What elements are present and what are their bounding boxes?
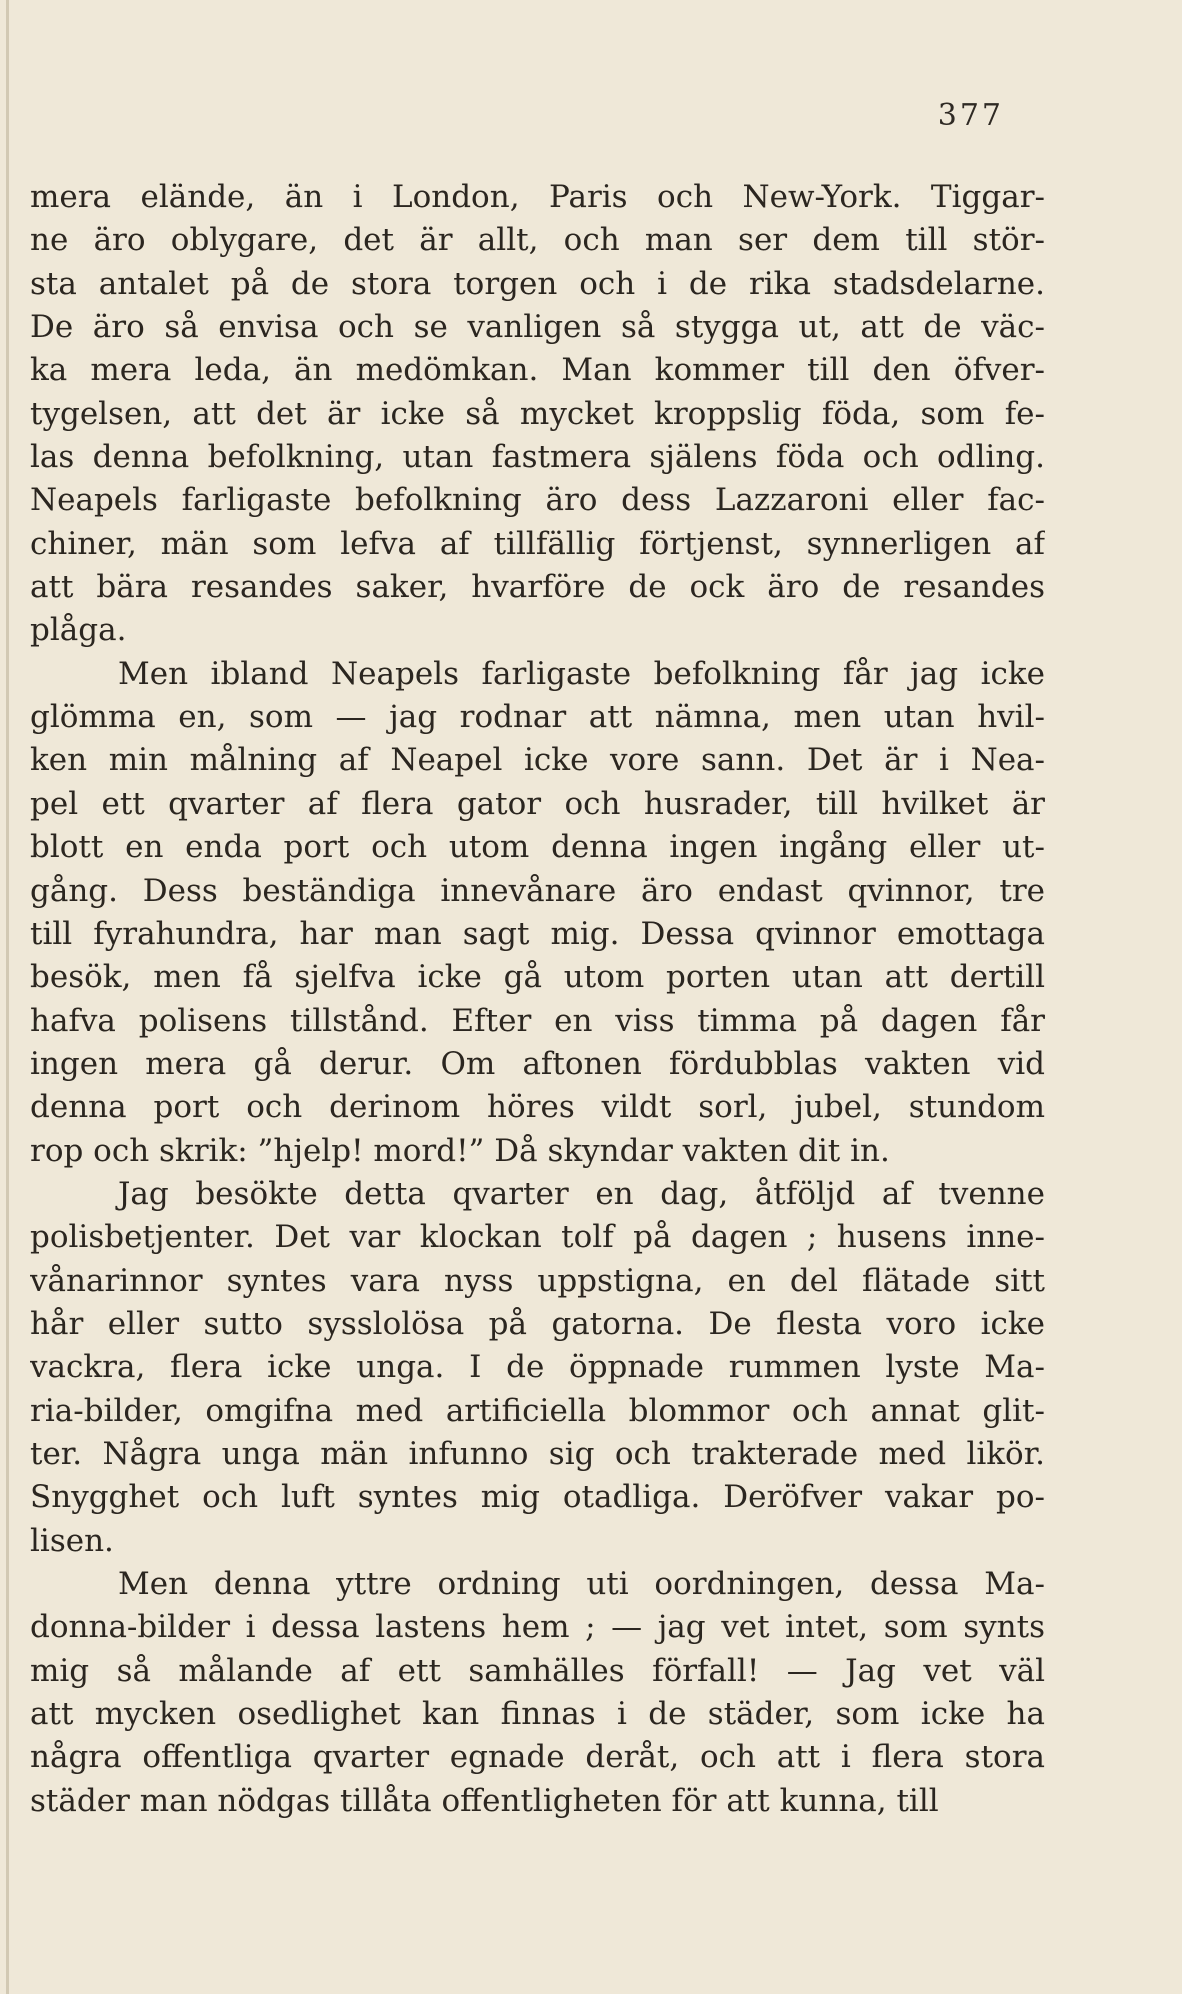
page-edge-shadow [6, 0, 9, 1994]
text-line: pel ett qvarter af flera gator och husrader, till hvilket är [30, 785, 1045, 822]
text-line: lisen. [30, 1522, 114, 1559]
text-line: vånarinnor syntes vara nyss uppstigna, en del flätade sitt [30, 1262, 1045, 1299]
text-line: rop och skrik: ”hjelp! mord!” Då skyndar vakten dit in. [30, 1132, 890, 1169]
text-line: vackra, flera icke unga. I de öppnade rummen lyste Ma- [30, 1349, 1045, 1386]
paragraph [30, 1173, 1045, 1563]
text-line: att mycken osedlighet kan finnas i de städer, som icke ha [30, 1696, 1045, 1733]
text-line: att bära resandes saker, hvarföre de ock äro de resandes [30, 569, 1045, 606]
text-line: Snygghet och luft syntes mig otadliga. Deröfver vakar po- [30, 1479, 1045, 1516]
text-line: hafva polisens tillstånd. Efter en viss timma på dagen får [30, 1002, 1045, 1039]
text-line: besök, men få sjelfva icke gå utom porten utan att dertill [30, 959, 1045, 996]
text-line: De äro så envisa och se vanligen så stygga ut, att de väc- [30, 309, 1045, 346]
text-line: till fyrahundra, har man sagt mig. Dessa qvinnor emottaga [30, 915, 1045, 952]
page-number: 377 [937, 98, 1004, 133]
text-line: las denna befolkning, utan fastmera själens föda och odling. [30, 439, 1045, 476]
text-line: Neapels farligaste befolkning äro dess Lazzaroni eller fac- [30, 482, 1045, 519]
text-line: Men denna yttre ordning uti oordningen, dessa Ma- [118, 1566, 1045, 1602]
text-line: Jag besökte detta qvarter en dag, åtföljd af tvenne [118, 1175, 1045, 1212]
text-line: donna-bilder i dessa lastens hem ; — jag vet intet, som synts [30, 1609, 1045, 1646]
text-line: städer man nödgas tillåta offentligheten för att kunna, till [30, 1782, 939, 1819]
text-line: gång. Dess beständiga innevånare äro endast qvinnor, tre [30, 872, 1045, 909]
text-line: ka mera leda, än medömkan. Man kommer till den öfver- [30, 352, 1045, 389]
text-line: blott en enda port och utom denna ingen ingång eller ut- [30, 829, 1045, 866]
text-line: polisbetjenter. Det var klockan tolf på dagen ; husens inne- [30, 1219, 1045, 1256]
text-line: mera elände, än i London, Paris och New-York. Tiggar- [30, 179, 1045, 215]
text-line: några offentliga qvarter egnade deråt, och att i flera stora [30, 1739, 1045, 1776]
text-line: mig så målande af ett samhälles förfall! — Jag vet väl [30, 1652, 1045, 1689]
paragraph [30, 176, 1045, 653]
text-line: ne äro oblygare, det är allt, och man ser dem till stör- [30, 222, 1045, 259]
text-line: denna port och derinom höres vildt sorl, jubel, stundom [30, 1089, 1045, 1126]
text-line: sta antalet på de stora torgen och i de rika stadsdelarne. [30, 265, 1045, 302]
body-text [30, 176, 1045, 1823]
paragraph [30, 1563, 1045, 1823]
text-line: glömma en, som — jag rodnar att nämna, men utan hvil- [30, 699, 1045, 736]
text-line: ingen mera gå derur. Om aftonen fördubblas vakten vid [30, 1045, 1045, 1082]
text-line: plåga. [30, 612, 127, 649]
text-line: Men ibland Neapels farligaste befolkning får jag icke [118, 655, 1045, 692]
text-line: hår eller sutto sysslolösa på gatorna. De flesta voro icke [30, 1305, 1045, 1342]
text-line: ken min målning af Neapel icke vore sann. Det är i Nea- [30, 742, 1045, 779]
paragraph [30, 653, 1045, 1173]
text-line: ter. Några unga män infunno sig och trakterade med likör. [30, 1435, 1045, 1472]
text-line: chiner, män som lefva af tillfällig förtjenst, synnerligen af [30, 525, 1045, 562]
text-line: tygelsen, att det är icke så mycket kroppslig föda, som fe- [30, 395, 1045, 432]
text-line: ria-bilder, omgifna med artificiella blommor och annat glit- [30, 1392, 1045, 1429]
